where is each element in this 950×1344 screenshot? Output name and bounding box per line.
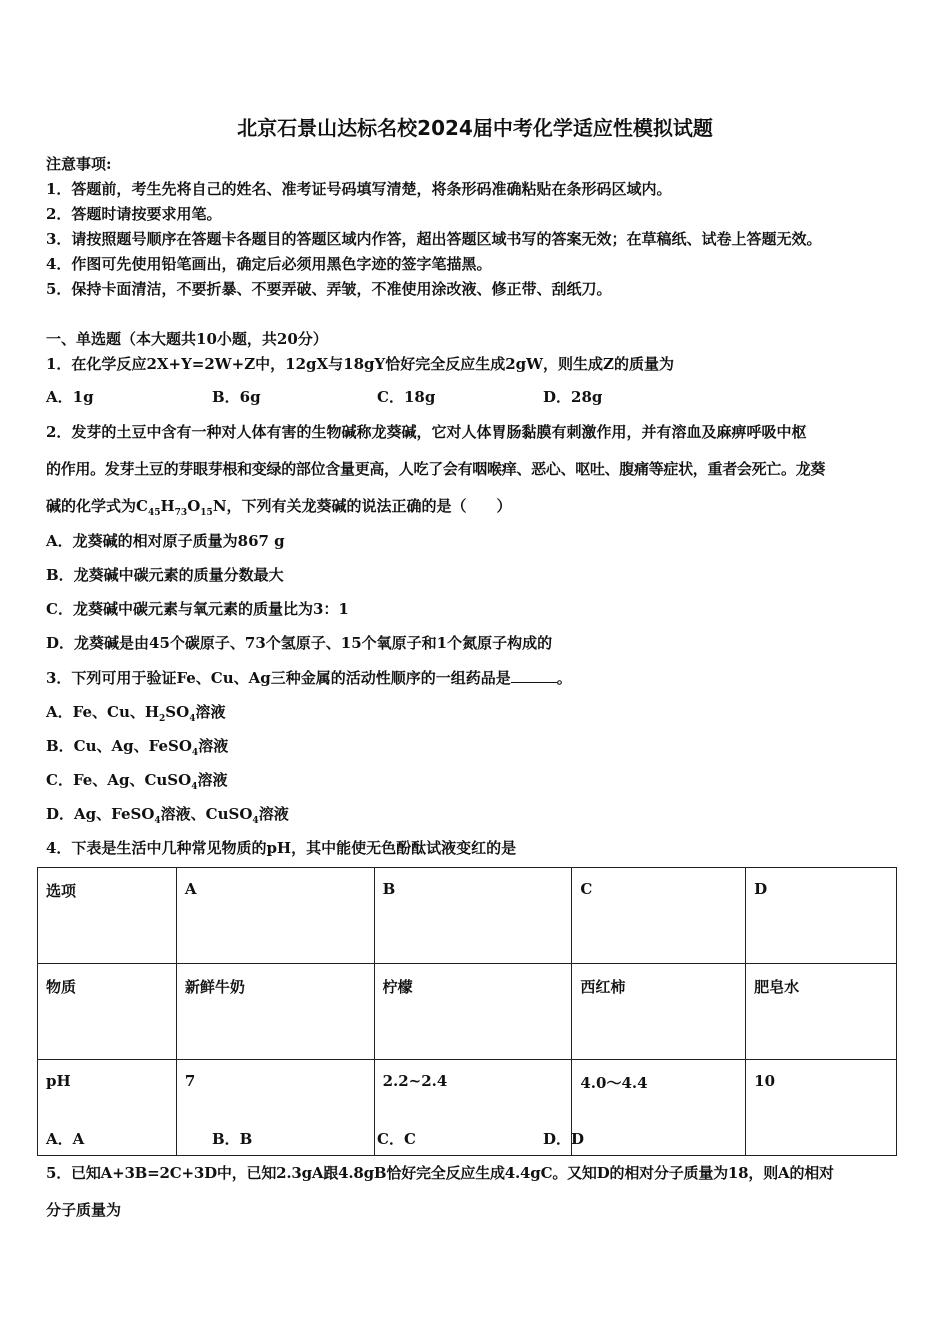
notice-item: 3．请按照题号顺序在答题卡各题目的答题区域内作答，超出答题区域书写的答案无效；在草稿纸、试卷上答题无效。: [46, 230, 822, 248]
table-cell: 7: [176, 1060, 374, 1156]
notice-item: 5．保持卡面清洁，不要折暴、不要弄破、弄皱，不准使用涂改液、修正带、刮纸刀。: [46, 280, 612, 298]
question-5-line: 分子质量为: [46, 1201, 122, 1219]
q3-option-c: C．Fe、Ag、CuSO$_4$溶液: [46, 771, 228, 792]
q4-option-a: A．A: [46, 1130, 85, 1148]
table-cell: 2.2~2.4: [374, 1060, 572, 1156]
notice-item: 1．答题前，考生先将自己的姓名、准考证号码填写清楚，将条形码准确粘贴在条形码区域内。: [46, 180, 672, 198]
table-cell: 柠檬: [374, 964, 572, 1060]
table-cell: 10: [746, 1060, 897, 1156]
question-5-line: 5．已知A+3B=2C+3D中，已知2.3gA跟4.8gB恰好完全反应生成4.4gC。又知D的相对分子质量为18，则A的相对: [46, 1164, 834, 1182]
table-row: [38, 868, 897, 964]
q3-option-d: D．Ag、FeSO$_4$溶液、CuSO$_4$溶液: [46, 805, 289, 826]
notice-item: 4．作图可先使用铅笔画出，确定后必须用黑色字迹的签字笔描黑。: [46, 255, 492, 273]
q1-option-a: A．1g: [46, 388, 94, 406]
table-cell: pH: [38, 1060, 177, 1156]
q2-option-b: B．龙葵碱中碳元素的质量分数最大: [46, 566, 284, 584]
q2-option-a: A．龙葵碱的相对原子质量为867 g: [46, 532, 285, 550]
notice-heading: 注意事项:: [46, 155, 112, 173]
page-title: 北京石景山达标名校2024届中考化学适应性模拟试题: [237, 116, 713, 140]
q3-option-a: A．Fe、Cu、$H_2SO_4$溶液: [46, 703, 226, 724]
question-2-line: 的作用。发芽土豆的芽眼芽根和变绿的部位含量更高，人吃了会有咽喉痒、恶心、呕吐、腹痛等症状，重者会死亡。龙葵: [46, 460, 826, 478]
table-cell: 物质: [38, 964, 177, 1060]
table-cell: A: [176, 868, 374, 964]
table-cell: 西红柿: [572, 964, 746, 1060]
ph-table: [37, 867, 897, 1156]
q4-option-d: D．D: [543, 1130, 585, 1148]
notice-item: 2．答题时请按要求用笔。: [46, 205, 222, 223]
q1-option-b: B．6g: [212, 388, 261, 406]
question-2-line: 2．发芽的土豆中含有一种对人体有害的生物碱称龙葵碱，它对人体胃肠黏膜有刺激作用，并有溶血及麻痹呼吸中枢: [46, 423, 807, 441]
q2-option-c: C．龙葵碱中碳元素与氧元素的质量比为3：1: [46, 600, 349, 618]
q4-option-b: B．B: [212, 1130, 253, 1148]
table-cell: 4.0～4.4: [572, 1060, 746, 1156]
table-row: [38, 964, 897, 1060]
section-heading: 一、单选题（本大题共10小题，共20分）: [46, 330, 328, 348]
q1-option-c: C．18g: [377, 388, 436, 406]
q2-option-d: D．龙葵碱是由45个碳原子、73个氢原子、15个氧原子和1个氮原子构成的: [46, 634, 553, 652]
table-cell: 新鲜牛奶: [176, 964, 374, 1060]
table-cell: 选项: [38, 868, 177, 964]
table-cell: B: [374, 868, 572, 964]
q1-option-d: D．28g: [543, 388, 603, 406]
q3-option-b: B．Cu、Ag、FeSO$_4$溶液: [46, 737, 229, 758]
q4-option-c: C．C: [377, 1130, 416, 1148]
table-cell: C: [572, 868, 746, 964]
table-cell: D: [746, 868, 897, 964]
answer-blank: [511, 670, 557, 683]
table-cell: 肥皂水: [746, 964, 897, 1060]
question-3-stem: 3．下列可用于验证Fe、Cu、Ag三种金属的活动性顺序的一组药品是 。: [46, 669, 572, 687]
question-1-stem: 1．在化学反应2X+Y=2W+Z中，12gX与18gY恰好完全反应生成2gW，则生成Z的质量为: [46, 355, 674, 373]
table-row: [38, 1060, 897, 1156]
question-2-line: 碱的化学式为$C_{45}H_{73}O_{15}N$，下列有关龙葵碱的说法正确的是（ ）: [46, 497, 512, 518]
question-4-stem: 4．下表是生活中几种常见物质的pH，其中能使无色酚酞试液变红的是: [46, 839, 517, 857]
